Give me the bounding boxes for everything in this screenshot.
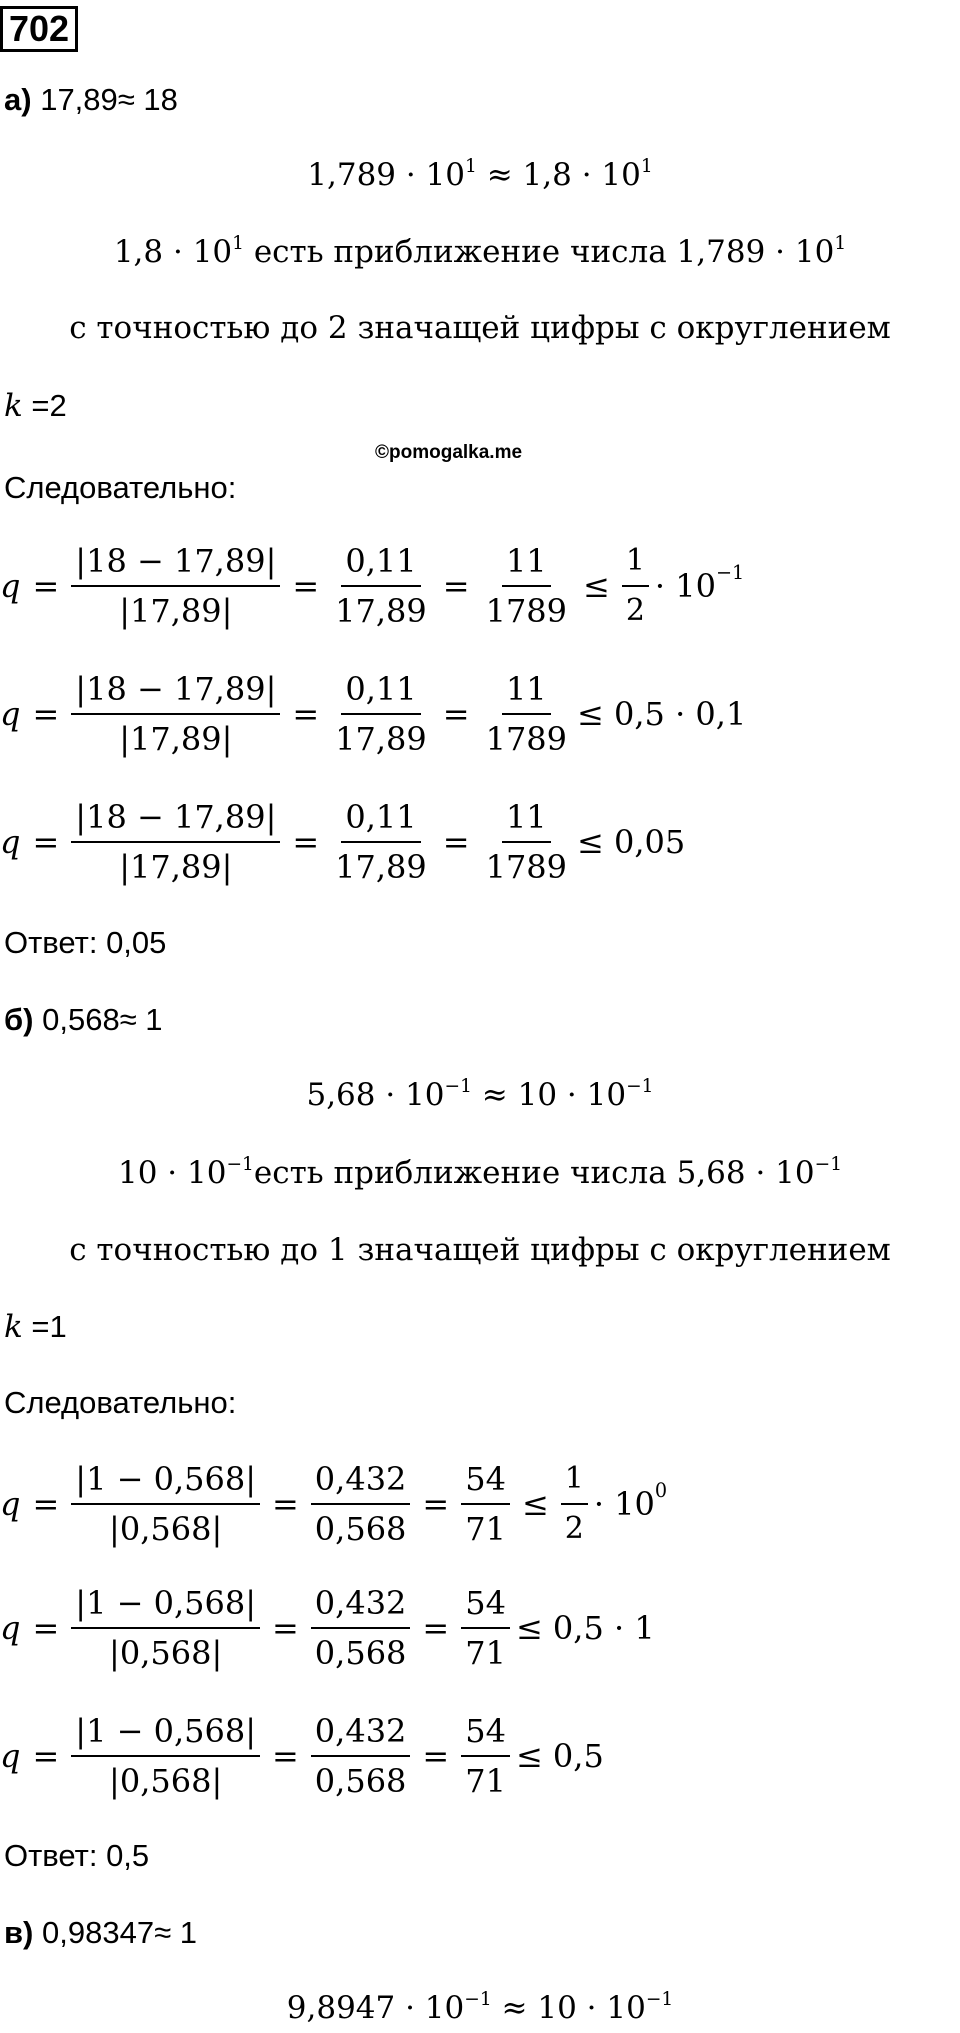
part-c-sci-line: $9,8947 \cdot 10^{-1} \approx 10 \cdot 10^{-1}$: [286, 1988, 674, 2026]
part-a-therefore: Следовательно:: [4, 470, 237, 505]
part-b-equation-1: q = $\frac{|1 - 0,568|}{|0,568|}$ = $\frac{0,432}{0,568}$ = $\frac{54}{71}$ ≤ $\frac{1}{2}$ · 10 $^0$: [0, 1460, 668, 1548]
part-b-equation-3: q = $\frac{|1 - 0,568|}{|0,568|}$ = $\frac{0,432}{0,568}$ = $\frac{54}{71}$ ≤ 0,5: [0, 1712, 604, 1800]
part-b-k: k =1: [4, 1309, 67, 1345]
k-variable: k: [4, 388, 23, 424]
part-a-equation-1: q = $\frac{|18 - 17,89|}{|17,89|}$ = $\frac{0,11}{17,89}$ = $\frac{11}{1789}$ ≤ $\frac{1}{2}$ · 10 $^{-1}$: [0, 542, 745, 630]
part-c-label: в): [4, 1915, 34, 1950]
part-a-sci-line: $1,789 \cdot 10^1 \approx 1,8 \cdot 10^1$: [307, 155, 653, 193]
part-b-header: [4, 1000, 163, 1040]
part-a-header: [4, 80, 178, 120]
part-a-answer: Ответ: 0,05: [4, 925, 167, 960]
part-b-therefore: Следовательно:: [4, 1385, 237, 1420]
part-b-approx-line: $10 \cdot 10^{-1}есть$ приближение числа $5,68 \cdot 10^{-1}$: [117, 1153, 843, 1191]
watermark: ©pomogalka.me: [375, 442, 523, 463]
part-a-label: а): [4, 82, 32, 117]
part-b-label: б): [4, 1002, 34, 1037]
part-a-head: 17,89≈ 18: [40, 82, 178, 117]
part-c-header: [4, 1913, 197, 1953]
part-a-precision: с точностью до 2 значащей цифры с округлением: [69, 310, 891, 346]
part-b-answer: Ответ: 0,5: [4, 1838, 150, 1873]
part-b-head: 0,568≈ 1: [42, 1002, 163, 1037]
part-b-precision: с точностью до 1 значащей цифры с округлением: [69, 1232, 891, 1268]
part-a-equation-2: q = $\frac{|18 - 17,89|}{|17,89|}$ = $\frac{0,11}{17,89}$ = $\frac{11}{1789}$ ≤ 0,5 · 0,1: [0, 670, 747, 758]
part-c-head: 0,98347≈ 1: [42, 1915, 197, 1950]
part-a-approx-mid: есть приближение числа 1,789 · 10: [243, 234, 835, 270]
part-b-sci-line: $5,68 \cdot 10^{-1} \approx 10 \cdot 10^{-1}$: [306, 1075, 654, 1113]
problem-number: 702: [0, 6, 78, 52]
part-a-approx-left: 1,8 · 10: [113, 234, 233, 270]
part-a-k: [4, 386, 67, 426]
part-a-approx-line: $1,8 \cdot 10^1$ есть приближение числа $1,789 \cdot 10^1$: [113, 232, 847, 270]
part-a-equation-3: q = $\frac{|18 - 17,89|}{|17,89|}$ = $\frac{0,11}{17,89}$ = $\frac{11}{1789}$ ≤ 0,05: [0, 798, 686, 886]
part-b-equation-2: q = $\frac{|1 - 0,568|}{|0,568|}$ = $\frac{0,432}{0,568}$ = $\frac{54}{71}$ ≤ 0,5 · 1: [0, 1584, 655, 1672]
k-value: =2: [22, 388, 67, 423]
